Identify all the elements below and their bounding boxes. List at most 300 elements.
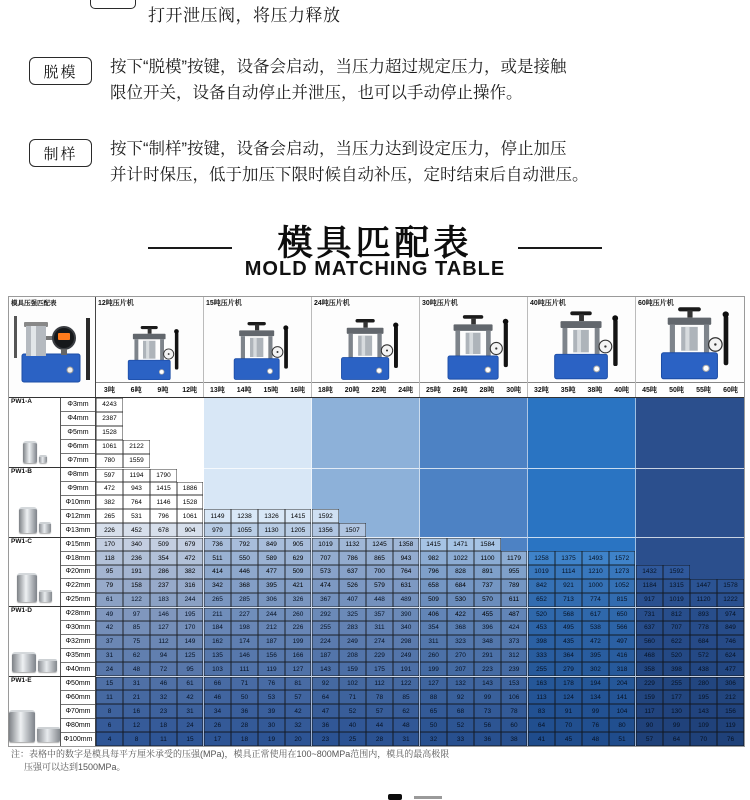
mold-image <box>9 507 60 533</box>
title-rule-left <box>148 247 232 249</box>
mold-cylinder <box>19 507 37 533</box>
table-header <box>9 297 744 398</box>
empty-cell <box>339 412 366 426</box>
pressure-cell: 468 <box>636 649 663 663</box>
diameter-label: Φ100mm <box>63 735 93 743</box>
pressure-cell: 849 <box>717 621 744 635</box>
mold-image-cell <box>9 468 61 537</box>
pressure-cell: 446 <box>231 565 258 579</box>
pressure-cell: 398 <box>663 662 690 676</box>
pressure-cell: 212 <box>258 621 285 635</box>
empty-cell <box>528 440 555 454</box>
pressure-cell: 421 <box>285 579 312 593</box>
empty-cell <box>690 537 717 551</box>
empty-cell <box>501 426 528 440</box>
empty-cell <box>312 482 339 496</box>
pressure-cell: 707 <box>312 551 339 565</box>
pressure-cell: 1375 <box>555 551 582 565</box>
pressure-cell: 183 <box>150 593 177 607</box>
empty-cell <box>447 440 474 454</box>
pressure-cell: 99 <box>663 718 690 732</box>
pressure-cell: 1222 <box>717 593 744 607</box>
empty-cell <box>555 482 582 496</box>
empty-cell <box>636 468 663 482</box>
empty-cell <box>636 509 663 523</box>
empty-cell <box>204 440 231 454</box>
empty-cell <box>717 482 744 496</box>
pressure-cell: 64 <box>312 690 339 704</box>
pressure-cell: 119 <box>258 662 285 676</box>
pressure-cell: 23 <box>312 732 339 746</box>
diameter-label: Φ35mm <box>61 649 95 663</box>
pressure-cell: 1447 <box>690 579 717 593</box>
pressure-cell: 146 <box>231 649 258 663</box>
empty-cell <box>474 468 501 482</box>
demold-description <box>110 54 650 106</box>
next-section-partial-glyph <box>388 794 402 800</box>
pressure-cell: 163 <box>528 676 555 690</box>
empty-cell <box>528 482 555 496</box>
pressure-cell: 828 <box>447 565 474 579</box>
pressure-cell: 6 <box>96 718 123 732</box>
pressure-cell: 134 <box>582 690 609 704</box>
pressure-cell: 260 <box>285 607 312 621</box>
empty-cell <box>582 537 609 551</box>
empty-cell <box>393 523 420 537</box>
demold-line-2: 限位开关，设备自动停止并泄压，也可以手动停止操作。 <box>110 84 523 102</box>
pressure-cell: 99 <box>474 690 501 704</box>
footnote-line-2: 压强可以达到1500MPa。 <box>24 762 126 772</box>
empty-cell <box>474 454 501 468</box>
empty-cell <box>501 509 528 523</box>
empty-cell <box>312 440 339 454</box>
pressure-cell: 83 <box>528 704 555 718</box>
pressure-cell: 560 <box>636 635 663 649</box>
pressure-cell: 45 <box>555 732 582 746</box>
pressure-cell: 64 <box>663 732 690 746</box>
empty-cell <box>717 565 744 579</box>
tonnage-strip <box>420 382 527 397</box>
empty-cell <box>636 398 663 412</box>
pressure-cell: 255 <box>528 662 555 676</box>
pressure-cell: 1415 <box>420 537 447 551</box>
pressure-cell: 265 <box>204 593 231 607</box>
pressure-cell: 41 <box>528 732 555 746</box>
pressure-cell: 239 <box>501 662 528 676</box>
pressure-cell: 8 <box>123 732 150 746</box>
pressure-cell: 286 <box>150 565 177 579</box>
pressure-cell: 1358 <box>393 537 420 551</box>
empty-cell <box>258 468 285 482</box>
empty-cell <box>258 495 285 509</box>
diameter-label: Φ32mm <box>61 635 95 649</box>
empty-cell <box>528 398 555 412</box>
pressure-cell: 270 <box>447 649 474 663</box>
pressure-cell: 1273 <box>609 565 636 579</box>
pressure-cell: 579 <box>366 579 393 593</box>
pressure-cell: 141 <box>609 690 636 704</box>
empty-cell <box>420 523 447 537</box>
diameter-label: Φ70mm <box>61 705 95 719</box>
pressure-cell: 1326 <box>258 509 285 523</box>
mold-group-1 <box>9 398 96 468</box>
pressure-cell: 298 <box>393 635 420 649</box>
empty-cell <box>609 412 636 426</box>
press-column-1 <box>96 297 204 397</box>
diameter-labels <box>61 468 96 537</box>
pressure-release-text: 打开泄压阀，将压力释放 <box>148 6 341 25</box>
empty-cell <box>528 523 555 537</box>
pressure-cell: 156 <box>258 649 285 663</box>
pressure-cell: 511 <box>204 551 231 565</box>
pressure-cell: 364 <box>555 649 582 663</box>
pressure-cell: 531 <box>123 509 150 523</box>
pressure-cell: 42 <box>96 621 123 635</box>
empty-cell <box>663 482 690 496</box>
press-name: 15吨压片机 <box>206 300 242 307</box>
press-image <box>420 297 527 382</box>
pressure-cell: 70 <box>690 732 717 746</box>
pressure-cell: 448 <box>366 593 393 607</box>
pressure-cell: 60 <box>501 718 528 732</box>
empty-cell <box>474 523 501 537</box>
diameter-label: Φ3mm <box>61 398 95 412</box>
ton-label: 13吨 <box>204 383 231 397</box>
empty-cell <box>501 440 528 454</box>
empty-cell <box>663 454 690 468</box>
pressure-cell: 1184 <box>636 579 663 593</box>
pressure-cell: 348 <box>474 635 501 649</box>
pressure-cell: 1592 <box>663 565 690 579</box>
pressure-cell: 170 <box>96 537 123 551</box>
pressure-cell: 333 <box>528 649 555 663</box>
empty-cell <box>366 468 393 482</box>
pressure-cell: 382 <box>177 565 204 579</box>
empty-cell <box>717 551 744 565</box>
empty-cell <box>690 454 717 468</box>
mold-cylinder <box>23 441 37 463</box>
empty-cell <box>393 426 420 440</box>
empty-cell <box>636 454 663 468</box>
empty-cell <box>582 523 609 537</box>
pressure-cell: 395 <box>582 649 609 663</box>
empty-cell <box>609 495 636 509</box>
empty-cell <box>177 454 204 468</box>
empty-cell <box>177 412 204 426</box>
diameter-label: Φ12mm <box>61 510 95 524</box>
pressure-cell: 1055 <box>231 523 258 537</box>
pressure-cell: 842 <box>528 579 555 593</box>
empty-cell <box>285 468 312 482</box>
empty-cell <box>609 482 636 496</box>
pressure-cell: 80 <box>609 718 636 732</box>
pressure-cell: 382 <box>96 495 123 509</box>
empty-cell <box>447 412 474 426</box>
pressure-cell: 407 <box>339 593 366 607</box>
pressure-cell: 174 <box>231 635 258 649</box>
ton-label: 6吨 <box>123 383 150 397</box>
empty-cell <box>447 495 474 509</box>
pressure-cell: 373 <box>501 635 528 649</box>
empty-cell <box>177 398 204 412</box>
pressure-cell: 177 <box>663 690 690 704</box>
pressure-cell: 106 <box>501 690 528 704</box>
title-rule-right <box>518 247 602 249</box>
digital-press-machine-image <box>10 314 94 390</box>
pressure-cell: 652 <box>528 593 555 607</box>
empty-cell <box>339 426 366 440</box>
empty-cell <box>258 454 285 468</box>
pressure-cell: 477 <box>258 565 285 579</box>
pressure-cell: 395 <box>258 579 285 593</box>
pressure-cell: 472 <box>177 551 204 565</box>
empty-cell <box>285 495 312 509</box>
empty-cell <box>393 412 420 426</box>
mold-group-3 <box>9 538 96 608</box>
empty-cell <box>582 509 609 523</box>
ton-label: 20吨 <box>339 383 366 397</box>
pressure-cell: 57 <box>636 732 663 746</box>
pressure-cell: 51 <box>609 732 636 746</box>
mold-image-cell <box>9 677 61 746</box>
empty-cell <box>204 482 231 496</box>
press-machine-image <box>329 319 403 382</box>
diameter-label: Φ20mm <box>61 566 95 580</box>
pressure-cell: 25 <box>339 732 366 746</box>
empty-cell <box>501 398 528 412</box>
pressure-cell: 71 <box>339 690 366 704</box>
empty-cell <box>555 537 582 551</box>
pressure-cell: 904 <box>177 523 204 537</box>
pressure-cell: 1415 <box>150 482 177 496</box>
sample-description <box>110 136 650 188</box>
pressure-cell: 812 <box>663 607 690 621</box>
pressure-cell: 780 <box>96 454 123 468</box>
pressure-cell: 1205 <box>285 523 312 537</box>
pressure-cell: 520 <box>663 649 690 663</box>
empty-cell <box>420 398 447 412</box>
empty-cell <box>474 398 501 412</box>
pressure-cell: 731 <box>636 607 663 621</box>
pressure-cell: 62 <box>123 649 150 663</box>
empty-cell <box>690 509 717 523</box>
pressure-cell: 796 <box>150 509 177 523</box>
pressure-cell: 1572 <box>609 551 636 565</box>
pressure-cell: 175 <box>366 662 393 676</box>
pressure-cell: 568 <box>555 607 582 621</box>
mold-group-4 <box>9 607 96 677</box>
pressure-cell: 2387 <box>96 412 123 426</box>
pressure-cell: 223 <box>474 662 501 676</box>
pressure-cell: 340 <box>123 537 150 551</box>
empty-cell <box>420 426 447 440</box>
pressure-cell: 17 <box>204 732 231 746</box>
pressure-cell: 132 <box>447 676 474 690</box>
pressure-cell: 195 <box>177 607 204 621</box>
empty-cell <box>717 426 744 440</box>
pressure-cell: 207 <box>447 662 474 676</box>
pressure-cell: 127 <box>285 662 312 676</box>
pressure-cell: 122 <box>393 676 420 690</box>
mold-cylinder <box>9 710 35 742</box>
pressure-cell: 955 <box>501 565 528 579</box>
empty-cell <box>663 412 690 426</box>
empty-cell <box>258 426 285 440</box>
mold-model-label: PW1-B <box>11 467 32 475</box>
empty-cell <box>501 412 528 426</box>
empty-cell <box>420 454 447 468</box>
pressure-cell: 229 <box>636 676 663 690</box>
mold-image-cell <box>9 538 61 607</box>
mold-group-2 <box>9 468 96 538</box>
pressure-cell: 52 <box>339 704 366 718</box>
empty-cell <box>123 412 150 426</box>
empty-cell <box>258 412 285 426</box>
empty-cell <box>690 440 717 454</box>
empty-cell <box>609 398 636 412</box>
sample-line-1: 按下“制样”按键，设备会启动，当压力达到设定压力，停止加压 <box>110 140 567 158</box>
pressure-cell: 50 <box>420 718 447 732</box>
empty-cell <box>447 454 474 468</box>
diameter-label: Φ5mm <box>61 426 95 440</box>
pressure-cell: 85 <box>123 621 150 635</box>
empty-cell <box>231 468 258 482</box>
empty-cell <box>393 468 420 482</box>
empty-cell <box>312 468 339 482</box>
ton-label: 32吨 <box>528 383 555 397</box>
mold-ring <box>39 522 51 533</box>
pressure-cell: 237 <box>150 579 177 593</box>
empty-cell <box>555 454 582 468</box>
empty-cell <box>528 468 555 482</box>
pressure-cell: 1179 <box>501 551 528 565</box>
pressure-cell: 158 <box>123 579 150 593</box>
pressure-cell: 530 <box>447 593 474 607</box>
pressure-cell: 39 <box>258 704 285 718</box>
press-name: 40吨压片机 <box>530 300 566 307</box>
pressure-cell: 56 <box>474 718 501 732</box>
pressure-cell: 103 <box>204 662 231 676</box>
press-image <box>528 297 635 382</box>
pressure-cell: 509 <box>420 593 447 607</box>
pressure-cell: 323 <box>447 635 474 649</box>
empty-cell <box>690 426 717 440</box>
empty-cell <box>528 537 555 551</box>
pressure-cell: 435 <box>555 635 582 649</box>
pressure-cell: 1528 <box>96 426 123 440</box>
empty-cell <box>474 426 501 440</box>
pressure-cell: 122 <box>123 593 150 607</box>
diameter-label: Φ13mm <box>65 526 91 534</box>
mold-image <box>9 573 60 602</box>
empty-cell <box>447 509 474 523</box>
empty-cell <box>690 412 717 426</box>
empty-cell <box>717 537 744 551</box>
empty-cell <box>150 426 177 440</box>
empty-cell <box>501 468 528 482</box>
empty-cell <box>177 426 204 440</box>
pressure-cell: 737 <box>474 579 501 593</box>
pressure-cell: 92 <box>447 690 474 704</box>
pressure-cell: 325 <box>339 607 366 621</box>
ton-label: 30吨 <box>500 383 527 397</box>
demold-line-1: 按下“脱模”按键，设备会启动，当压力超过规定压力，或是接触 <box>110 58 567 76</box>
pressure-cell: 124 <box>555 690 582 704</box>
pressure-cell: 311 <box>420 635 447 649</box>
empty-cell <box>636 495 663 509</box>
pressure-cell: 424 <box>501 621 528 635</box>
empty-cell <box>366 426 393 440</box>
empty-cell <box>366 412 393 426</box>
empty-cell <box>690 523 717 537</box>
pressure-cell: 792 <box>231 537 258 551</box>
pressure-cell: 159 <box>339 662 366 676</box>
empty-cell <box>393 398 420 412</box>
pressure-cell: 199 <box>285 635 312 649</box>
pressure-cell: 36 <box>312 718 339 732</box>
pressure-cell: 19 <box>258 732 285 746</box>
ton-label: 50吨 <box>663 383 690 397</box>
empty-cell <box>285 398 312 412</box>
empty-cell <box>474 495 501 509</box>
pressure-cell: 97 <box>123 607 150 621</box>
pressure-cell: 589 <box>258 551 285 565</box>
pressure-cell: 224 <box>312 635 339 649</box>
pressure-cell: 127 <box>150 621 177 635</box>
pressure-cell: 11 <box>96 690 123 704</box>
pressure-cell: 187 <box>258 635 285 649</box>
pressure-cell: 617 <box>582 607 609 621</box>
empty-cell <box>177 468 204 482</box>
empty-cell <box>636 426 663 440</box>
pressure-cell: 118 <box>96 551 123 565</box>
pressure-cell: 4243 <box>96 398 123 412</box>
empty-cell <box>312 412 339 426</box>
pressure-cell: 130 <box>663 704 690 718</box>
pressure-cell: 713 <box>555 593 582 607</box>
ton-label: 25吨 <box>420 383 447 397</box>
pressure-cell: 764 <box>393 565 420 579</box>
pressure-cell: 12 <box>123 718 150 732</box>
empty-cell <box>204 468 231 482</box>
pressure-cell: 112 <box>150 635 177 649</box>
pressure-cell: 78 <box>366 690 393 704</box>
pressure-cell: 24 <box>177 718 204 732</box>
empty-cell <box>393 482 420 496</box>
empty-cell <box>123 426 150 440</box>
empty-cell <box>150 412 177 426</box>
mold-column <box>9 398 96 746</box>
pressure-cell: 71 <box>231 676 258 690</box>
pressure-cell: 280 <box>690 676 717 690</box>
empty-cell <box>366 454 393 468</box>
empty-cell <box>582 454 609 468</box>
pressure-cell: 736 <box>204 537 231 551</box>
pressure-cell: 629 <box>285 551 312 565</box>
pressure-cell: 18 <box>231 732 258 746</box>
pressure-cell: 358 <box>636 662 663 676</box>
diameter-labels <box>61 398 96 467</box>
empty-cell <box>366 482 393 496</box>
empty-cell <box>393 509 420 523</box>
pressure-cell: 1471 <box>447 537 474 551</box>
empty-cell <box>420 468 447 482</box>
pressure-cell: 48 <box>582 732 609 746</box>
diameter-label: Φ25mm <box>65 596 91 604</box>
empty-cell <box>717 398 744 412</box>
next-section-partial-rule <box>414 796 442 799</box>
demold-key-label <box>29 57 92 85</box>
